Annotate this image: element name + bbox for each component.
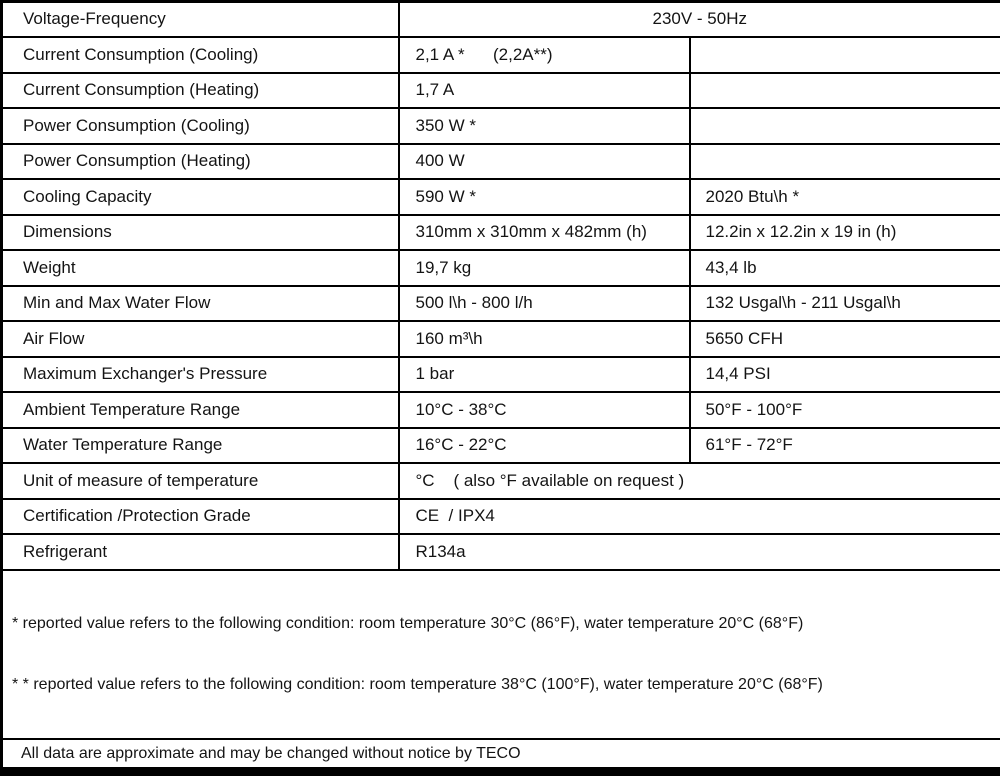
- spec-row: [2, 73, 1000, 109]
- disclaimer-text: All data are approximate and may be changed without notice by TECO: [2, 739, 1000, 772]
- spec-value-imperial: 50°F - 100°F: [690, 392, 1000, 428]
- spec-row: [2, 286, 1000, 322]
- spec-row: [2, 179, 1000, 215]
- spec-label: Air Flow: [2, 321, 399, 357]
- spec-row-certification: [2, 499, 1000, 535]
- spec-value-spanning: °C ( also °F available on request ): [399, 463, 1000, 499]
- spec-value-imperial: 61°F - 72°F: [690, 428, 1000, 464]
- spec-row: [2, 321, 1000, 357]
- spec-value-metric: 350 W *: [399, 108, 690, 144]
- spec-value-metric: 310mm x 310mm x 482mm (h): [399, 215, 690, 251]
- spec-value-metric: 590 W *: [399, 179, 690, 215]
- footnote-single-asterisk: * reported value refers to the following condition: room temperature 30°C (86°F), water temperature 20°C (68°F): [12, 612, 992, 635]
- spec-label: Ambient Temperature Range: [2, 392, 399, 428]
- spec-row: [2, 108, 1000, 144]
- spec-label: Current Consumption (Cooling): [2, 37, 399, 73]
- spec-value-imperial: 43,4 lb: [690, 250, 1000, 286]
- spec-value-spanning: CE / IPX4: [399, 499, 1000, 535]
- spec-row: [2, 37, 1000, 73]
- spec-row: [2, 392, 1000, 428]
- spec-value-imperial-empty: [690, 37, 1000, 73]
- spec-label: Maximum Exchanger's Pressure: [2, 357, 399, 393]
- spec-value-imperial-empty: [690, 108, 1000, 144]
- spec-value-spanning: R134a: [399, 534, 1000, 570]
- spec-value-metric: 2,1 A * (2,2A**): [399, 37, 690, 73]
- spec-label: Power Consumption (Cooling): [2, 108, 399, 144]
- spec-label: Weight: [2, 250, 399, 286]
- spec-value-metric: 16°C - 22°C: [399, 428, 690, 464]
- spec-row-refrigerant: [2, 534, 1000, 570]
- spec-row: [2, 428, 1000, 464]
- spec-label: Cooling Capacity: [2, 179, 399, 215]
- spec-value-metric: 400 W: [399, 144, 690, 180]
- spec-row: [2, 144, 1000, 180]
- spec-label: Water Temperature Range: [2, 428, 399, 464]
- spec-value-metric: 19,7 kg: [399, 250, 690, 286]
- spec-label: Current Consumption (Heating): [2, 73, 399, 109]
- spec-value-metric: 1,7 A: [399, 73, 690, 109]
- spec-value-imperial: 12.2in x 12.2in x 19 in (h): [690, 215, 1000, 251]
- spec-label: Refrigerant: [2, 534, 399, 570]
- spec-value-imperial: 132 Usgal\h - 211 Usgal\h: [690, 286, 1000, 322]
- spec-value-metric: 1 bar: [399, 357, 690, 393]
- disclaimer-row: [2, 739, 1000, 772]
- spec-row-unit-of-measure: [2, 463, 1000, 499]
- spec-value-imperial: 2020 Btu\h *: [690, 179, 1000, 215]
- footnotes-cell: [2, 570, 1000, 739]
- spec-label: Voltage-Frequency: [2, 2, 399, 38]
- spec-value-imperial-empty: [690, 73, 1000, 109]
- spec-value-metric: 160 m³\h: [399, 321, 690, 357]
- spec-label: Min and Max Water Flow: [2, 286, 399, 322]
- spec-label: Dimensions: [2, 215, 399, 251]
- spec-row: [2, 357, 1000, 393]
- spec-row: [2, 250, 1000, 286]
- footnotes-row: [2, 570, 1000, 739]
- spec-value-imperial-empty: [690, 144, 1000, 180]
- spec-label: Power Consumption (Heating): [2, 144, 399, 180]
- spec-row: [2, 215, 1000, 251]
- spec-value-imperial: 5650 CFH: [690, 321, 1000, 357]
- spec-value-metric: 500 l\h - 800 l/h: [399, 286, 690, 322]
- spec-value-spanning: 230V - 50Hz: [399, 2, 1000, 38]
- spec-value-imperial: 14,4 PSI: [690, 357, 1000, 393]
- spec-label: Unit of measure of temperature: [2, 463, 399, 499]
- spec-value-metric: 10°C - 38°C: [399, 392, 690, 428]
- footnote-double-asterisk: * * reported value refers to the following condition: room temperature 38°C (100°F), water temperature 20°C (68°F): [12, 673, 992, 696]
- spec-row-voltage: [2, 2, 1000, 38]
- spec-label: Certification /Protection Grade: [2, 499, 399, 535]
